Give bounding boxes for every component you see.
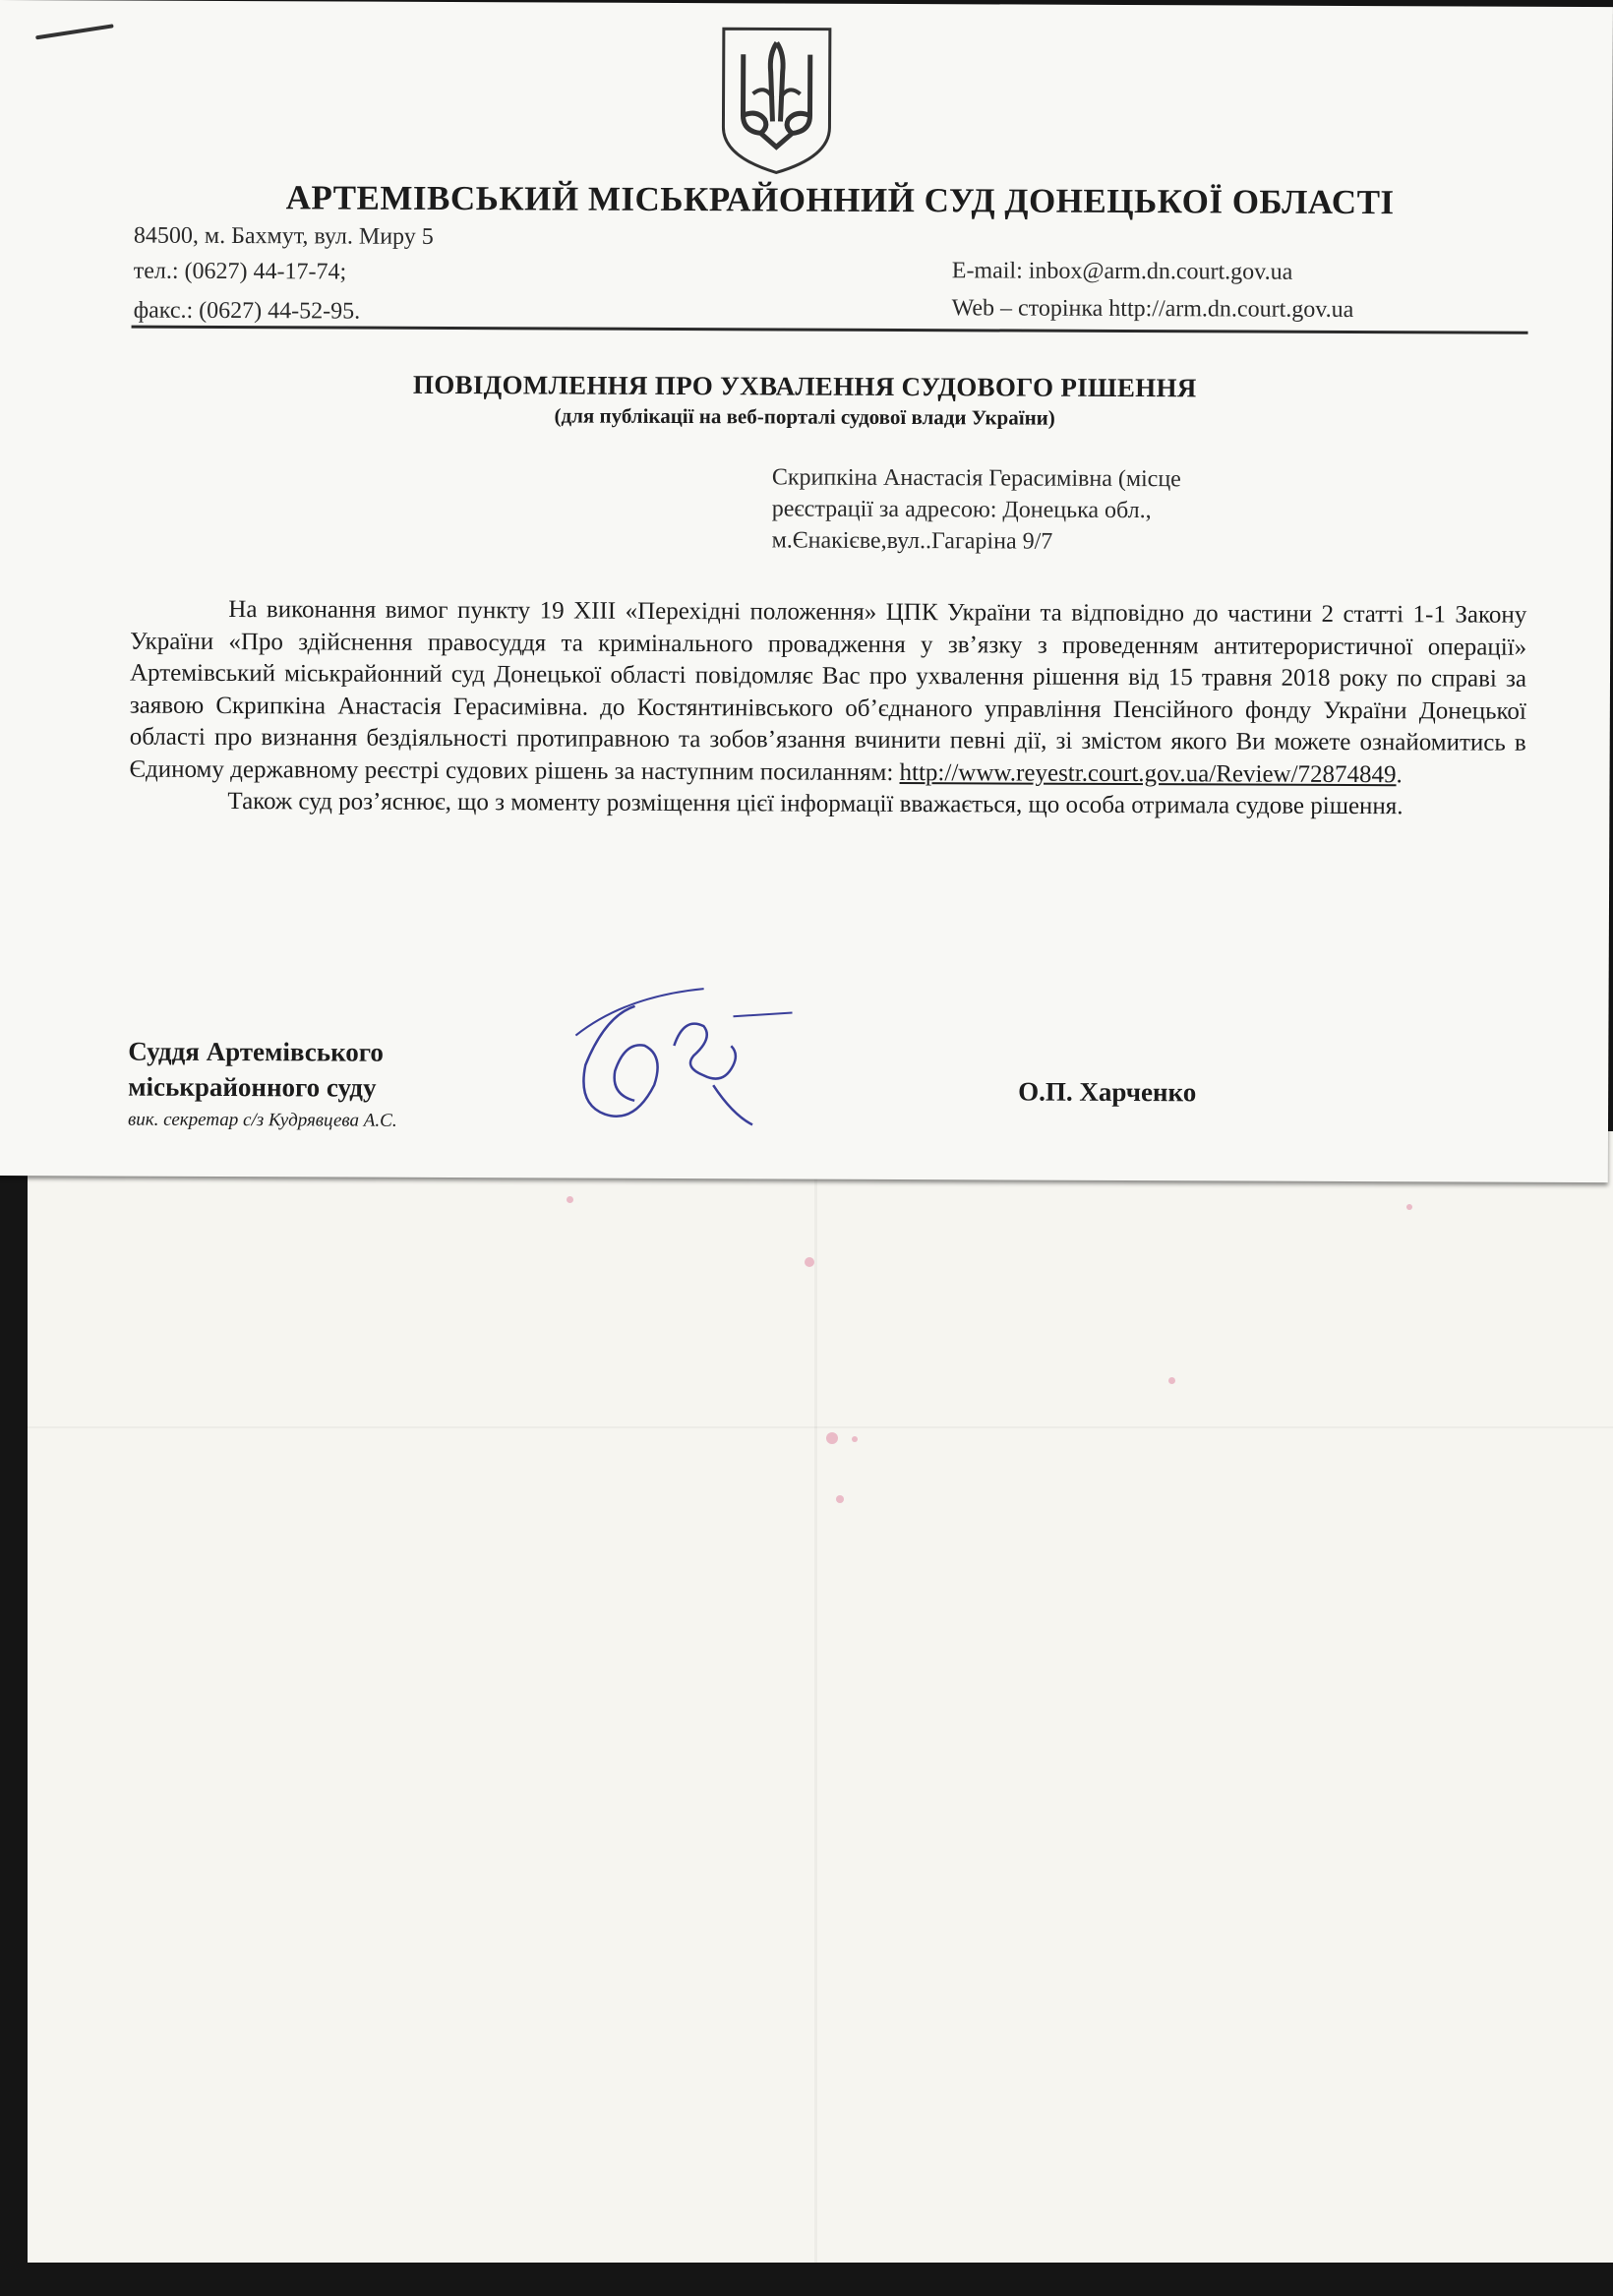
recipient-line: реєстрації за адресою: Донецька обл.,	[771, 496, 1152, 524]
registry-link[interactable]: http://www.reyestr.court.gov.ua/Review/72874849	[899, 758, 1397, 788]
body-paragraph-text: На виконання вимог пункту 19 XIII «Перехідні положення» ЦПК України та відповідно до частини 2 статті 1-1 Закону України «Про здійснення правосуддя та кримінального провадження у зв’язку з проведенням антитерористичної операції» Артемівський міськрайонний суд Донецької області повідомляє Вас про ухвалення рішення від 15 травня 2018 року по справі за заявою Скрипкіна Анастасія Герасимівна. до Костянтинівського об’єднаного управління Пенсійного фонду України Донецької області про визнання бездіяльності протиправною та зобов’язання вчинити певні дії, зі змістом якого Ви можете ознайомитись в Єдиному державному реєстрі судових рішень за наступним посиланням:	[129, 596, 1527, 786]
pen-mark	[35, 24, 114, 39]
judge-title-line: міськрайонного суду	[128, 1071, 377, 1103]
ink-stain	[826, 1432, 838, 1444]
court-address: 84500, м. Бахмут, вул. Миру 5	[133, 222, 434, 250]
notice-subtitle: (для публікації на веб-порталі судової влади України)	[554, 403, 1055, 430]
court-website: Web – сторінка http://arm.dn.court.gov.ua	[951, 295, 1354, 324]
court-fax: факс.: (0627) 44-52-95.	[133, 297, 361, 325]
letterhead-divider	[132, 326, 1528, 334]
judge-title-line: Суддя Артемівського	[128, 1036, 384, 1067]
recipient-line: м.Єнакієве,вул..Гагаріна 9/7	[771, 527, 1053, 555]
paper-crease	[814, 1131, 817, 2263]
court-email: E-mail: inbox@arm.dn.court.gov.ua	[951, 258, 1293, 285]
body-paragraph-end: .	[1396, 760, 1403, 788]
ukraine-trident-emblem-icon	[717, 25, 836, 177]
ink-stain	[805, 1257, 814, 1267]
ink-stain	[1406, 1204, 1412, 1210]
notice-title: ПОВІДОМЛЕННЯ ПРО УХВАЛЕННЯ СУДОВОГО РІШЕННЯ	[412, 369, 1197, 403]
notice-body	[129, 594, 1526, 824]
handwritten-signature	[566, 977, 862, 1145]
court-name: АРТЕМІВСЬКИЙ МІСЬКРАЙОННИЙ СУД ДОНЕЦЬКОЇ ОБЛАСТІ	[285, 178, 1395, 222]
recipient-block	[772, 461, 1323, 558]
court-phone: тел.: (0627) 44-17-74;	[133, 258, 347, 285]
ink-stain	[567, 1196, 573, 1203]
secretary-note: вик. секретар с/з Кудрявцева А.С.	[127, 1109, 397, 1131]
ink-stain	[1168, 1377, 1175, 1384]
ink-stain	[836, 1495, 844, 1503]
judge-name: О.П. Харченко	[1018, 1076, 1197, 1108]
body-paragraph	[130, 594, 1527, 792]
paper-crease	[28, 1426, 1613, 1428]
judge-title	[128, 1034, 384, 1106]
body-paragraph: Також суд роз’яснює, що з моменту розміщення цієї інформації вважається, що особа отримала судове рішення.	[227, 788, 1404, 820]
recipient-line: Скрипкіна Анастасія Герасимівна (місце	[771, 464, 1181, 493]
underlying-sheet	[28, 1131, 1613, 2263]
ink-stain	[852, 1436, 858, 1442]
